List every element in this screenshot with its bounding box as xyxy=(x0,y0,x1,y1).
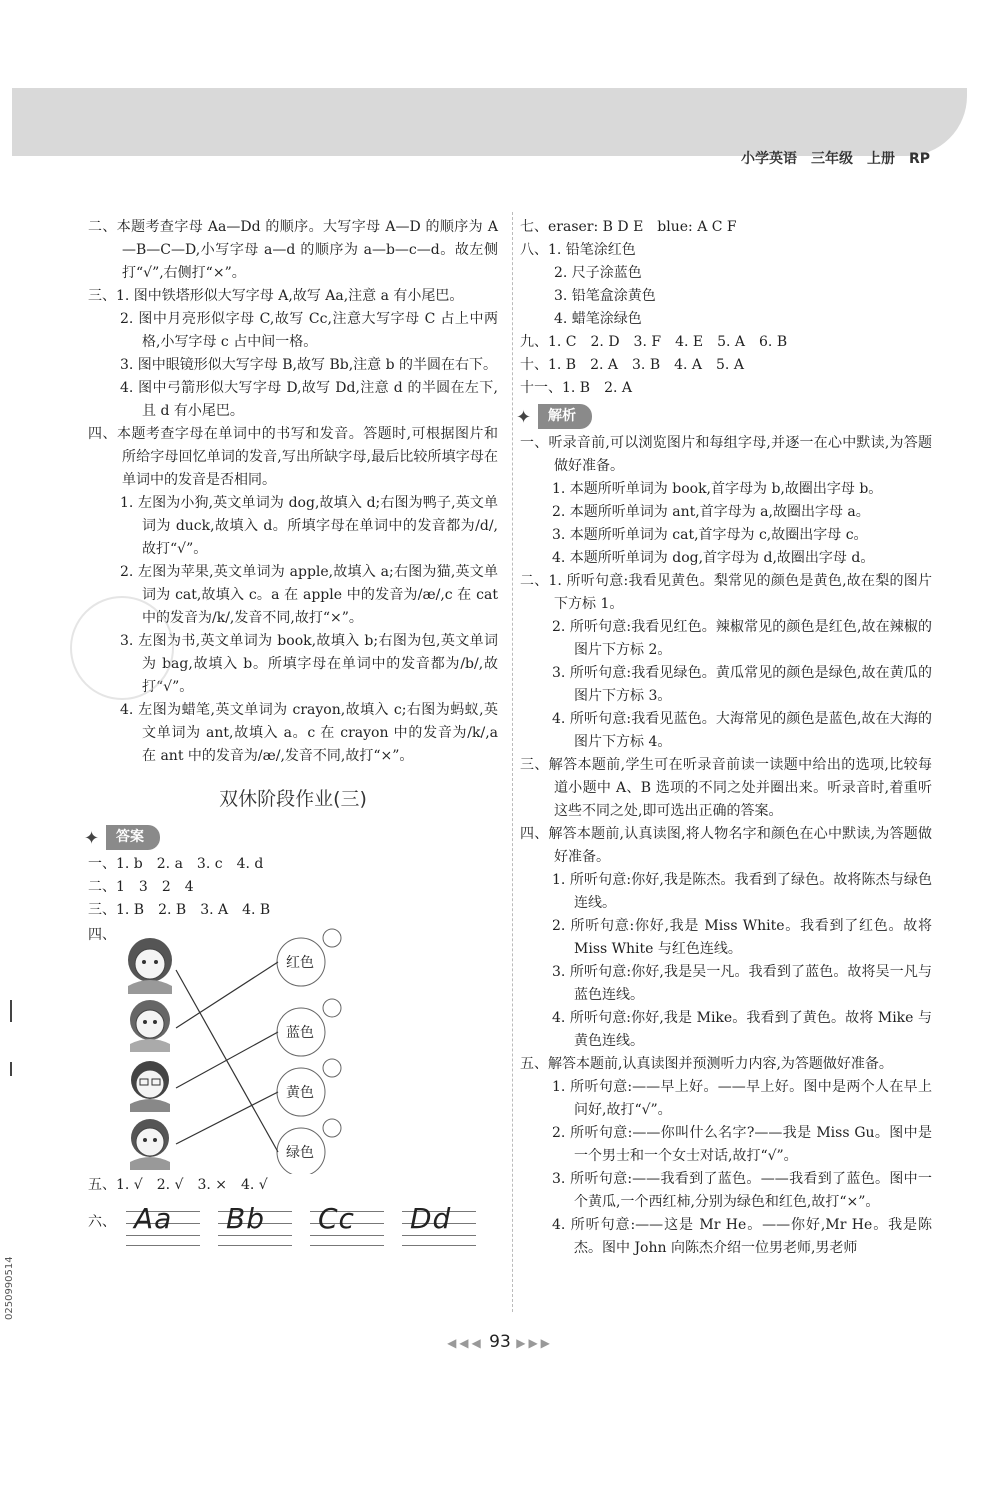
star-icon: ✦ xyxy=(516,406,532,428)
answer-line: 一、1. b 2. a 3. c 4. d xyxy=(88,856,264,872)
answer-tag-label: 答案 xyxy=(106,825,160,850)
matching-diagram xyxy=(88,924,388,1174)
matching-answer xyxy=(88,924,498,1174)
text-line: 七、eraser: B D E blue: A C F xyxy=(520,219,737,235)
text-line: 2. 所听句意:——你叫什么名字?——我是 Miss Gu。图中是一个男士和一个女士对话,故打“√”。 xyxy=(552,1125,932,1164)
answer-6-label: 六、 xyxy=(88,1214,116,1230)
person-4-icon xyxy=(130,1119,170,1170)
right-arrows-icon: ▶▶▶ xyxy=(516,1336,553,1350)
text-line: 九、1. C 2. D 3. F 4. E 5. A 6. B xyxy=(520,334,788,350)
analysis-tag xyxy=(516,404,592,426)
match-line-2 xyxy=(176,962,278,1028)
text-line: 4. 所听句意:你好,我是 Mike。我看到了黄色。故将 Mike 与黄色连线。 xyxy=(552,1010,932,1049)
text-line: 二、1. 所听句意:我看见黄色。梨常见的颜色是黄色,故在梨的图片下方标 1。 xyxy=(520,573,932,612)
text-line: 1. 所听句意:你好,我是陈杰。我看到了绿色。故将陈杰与绿色连线。 xyxy=(552,872,932,911)
person-3-icon xyxy=(130,1061,170,1112)
column-divider xyxy=(512,212,513,1312)
copy-cell-bb xyxy=(218,1202,292,1239)
margin-mark xyxy=(10,1062,12,1076)
text-line: 4. 所听句意:我看见蓝色。大海常见的颜色是蓝色,故在大海的图片下方标 4。 xyxy=(552,711,932,750)
text-line: 4. 左图为蜡笔,英文单词为 crayon,故填入 c;右图为蚂蚁,英文单词为 ant,故填入 a。c 在 crayon 中的发音为/k/,a 在 ant 中的发音为/æ/,发音不同,故打“×”。 xyxy=(120,702,498,764)
match-line-4 xyxy=(176,1092,278,1144)
text-line: 2. 所听句意:我看见红色。辣椒常见的颜色是红色,故在辣椒的图片下方标 2。 xyxy=(552,619,932,658)
right-column xyxy=(516,216,932,1260)
text-line: 3. 图中眼镜形似大写字母 B,故写 Bb,注意 b 的半圆在右下。 xyxy=(120,357,498,373)
text-line: 2. 本题所听单词为 ant,首字母为 a,故圈出字母 a。 xyxy=(552,504,870,520)
text-line: 二、本题考查字母 Aa—Dd 的顺序。大写字母 A—D 的顺序为 A—B—C—D,小写字母 a—d 的顺序为 a—b—c—d。故左侧打“√”,右侧打“×”。 xyxy=(88,219,498,281)
answer-line: 二、1 3 2 4 xyxy=(88,879,194,895)
stamp-watermark xyxy=(70,596,174,700)
text-line: 十一、1. B 2. A xyxy=(520,380,633,396)
page-number-row xyxy=(0,1332,1000,1352)
margin-mark xyxy=(10,1000,12,1022)
header-title: 小学英语 三年级 上册 RP xyxy=(740,151,930,167)
text-line: 4. 蜡笔涂绿色 xyxy=(554,311,642,327)
copy-cell-aa xyxy=(126,1202,200,1239)
text-line: 2. 所听句意:你好,我是 Miss White。我看到了红色。故将 Miss White 与红色连线。 xyxy=(552,918,932,957)
text-line: 四、本题考查字母在单词中的书写和发音。答题时,可根据图片和所给字母回忆单词的发音,写出所缺字母,最后比较所填字母在单词中的发音是否相同。 xyxy=(88,426,498,488)
text-line: 4. 图中弓箭形似大写字母 D,故写 Dd,注意 d 的半圆在左下,且 d 有小尾巴。 xyxy=(120,380,498,419)
match-label: 四、 xyxy=(88,927,116,943)
text-line: 3. 所听句意:——我看到了蓝色。——我看到了蓝色。图中一个黄瓜,一个西红柿,分别为绿色和红色,故打“×”。 xyxy=(552,1171,932,1210)
side-code: 0250990514 xyxy=(4,1256,15,1320)
text-line: 三、解答本题前,学生可在听录音前读一读题中给出的选项,比较每道小题中 A、B 选项的不同之处并圈出来。听录音时,着重听这些不同之处,即可选出正确的答案。 xyxy=(520,757,932,819)
text-line: 4. 所听句意:——这是 Mr He。——你好,Mr He。我是陈杰。图中 John 向陈杰介绍一位男老师,男老师 xyxy=(552,1217,932,1256)
text-line: 1. 所听句意:——早上好。——早上好。图中是两个人在早上问好,故打“√”。 xyxy=(552,1079,932,1118)
text-line: 2. 尺子涂蓝色 xyxy=(554,265,642,281)
text-line: 3. 左图为书,英文单词为 book,故填入 b;右图为包,英文单词为 bag,故填入 b。所填字母在单词中的发音都为/b/,故打“√”。 xyxy=(120,633,498,695)
person-1-icon xyxy=(128,938,172,994)
analysis-tag-label: 解析 xyxy=(538,404,592,429)
text-line: 五、解答本题前,认真读图并预测听力内容,为答题做好准备。 xyxy=(520,1056,893,1072)
text-line: 1. 左图为小狗,英文单词为 dog,故填入 d;右图为鸭子,英文单词为 duck,故填入 d。所填字母在单词中的发音都为/d/,故打“√”。 xyxy=(120,495,498,557)
right-analysis-block xyxy=(520,432,932,1260)
text-line: 1. 本题所听单词为 book,首字母为 b,故圈出字母 b。 xyxy=(552,481,883,497)
text-line: 2. 左图为苹果,英文单词为 apple,故填入 a;右图为猫,英文单词为 cat,故填入 c。a 在 apple 中的发音为/æ/,c 在 cat 中的发音为/k/,发音不同,故打“×”。 xyxy=(120,564,498,626)
text-line: 3. 铅笔盒涂黄色 xyxy=(554,288,656,304)
text-line: 一、听录音前,可以浏览图片和每组字母,并逐一在心中默读,为答题做好准备。 xyxy=(520,435,932,474)
left-column xyxy=(84,216,498,1249)
section-title: 双休阶段作业(三) xyxy=(219,788,367,810)
copy-cell-cc xyxy=(310,1202,384,1239)
text-line: 十、1. B 2. A 3. B 4. A 5. A xyxy=(520,357,744,373)
match-line-1 xyxy=(176,970,278,1152)
answers-block xyxy=(88,853,498,922)
copy-cell-dd xyxy=(402,1202,476,1239)
copy-letter-dd: Dd xyxy=(410,1202,452,1235)
color-label-yellow: 黄色 xyxy=(286,1085,314,1101)
letter-copy-row xyxy=(88,1201,498,1249)
text-line: 4. 本题所听单词为 dog,首字母为 d,故圈出字母 d。 xyxy=(552,550,875,566)
header-band xyxy=(12,88,967,156)
copy-letter-cc: Cc xyxy=(318,1202,355,1235)
text-line: 2. 图中月亮形似字母 C,故写 Cc,注意大写字母 C 占上中两格,小写字母 c 占中间一格。 xyxy=(120,311,498,350)
color-label-blue: 蓝色 xyxy=(286,1025,314,1041)
copy-letter-aa: Aa xyxy=(134,1202,173,1235)
person-2-icon xyxy=(130,1000,170,1052)
page-number: 93 xyxy=(489,1332,511,1352)
copy-letter-bb: Bb xyxy=(226,1202,265,1235)
text-line: 3. 所听句意:我看见绿色。黄瓜常见的颜色是绿色,故在黄瓜的图片下方标 3。 xyxy=(552,665,932,704)
answer-tag xyxy=(84,825,160,847)
text-line: 三、1. 图中铁塔形似大写字母 A,故写 Aa,注意 a 有小尾巴。 xyxy=(88,288,464,304)
answer-5: 五、1. √ 2. √ 3. × 4. √ xyxy=(88,1177,268,1193)
color-label-red: 红色 xyxy=(286,955,314,971)
text-line: 八、1. 铅笔涂红色 xyxy=(520,242,636,258)
left-arrows-icon: ◀◀◀ xyxy=(447,1336,484,1350)
right-answers-block xyxy=(520,216,932,400)
text-line: 四、解答本题前,认真读图,将人物名字和颜色在心中默读,为答题做好准备。 xyxy=(520,826,932,865)
text-line: 3. 所听句意:你好,我是吴一凡。我看到了蓝色。故将吴一凡与蓝色连线。 xyxy=(552,964,932,1003)
star-icon: ✦ xyxy=(84,827,100,849)
answer-line: 三、1. B 2. B 3. A 4. B xyxy=(88,902,271,918)
color-label-green: 绿色 xyxy=(286,1145,314,1161)
match-line-3 xyxy=(176,1032,278,1088)
text-line: 3. 本题所听单词为 cat,首字母为 c,故圈出字母 c。 xyxy=(552,527,868,543)
